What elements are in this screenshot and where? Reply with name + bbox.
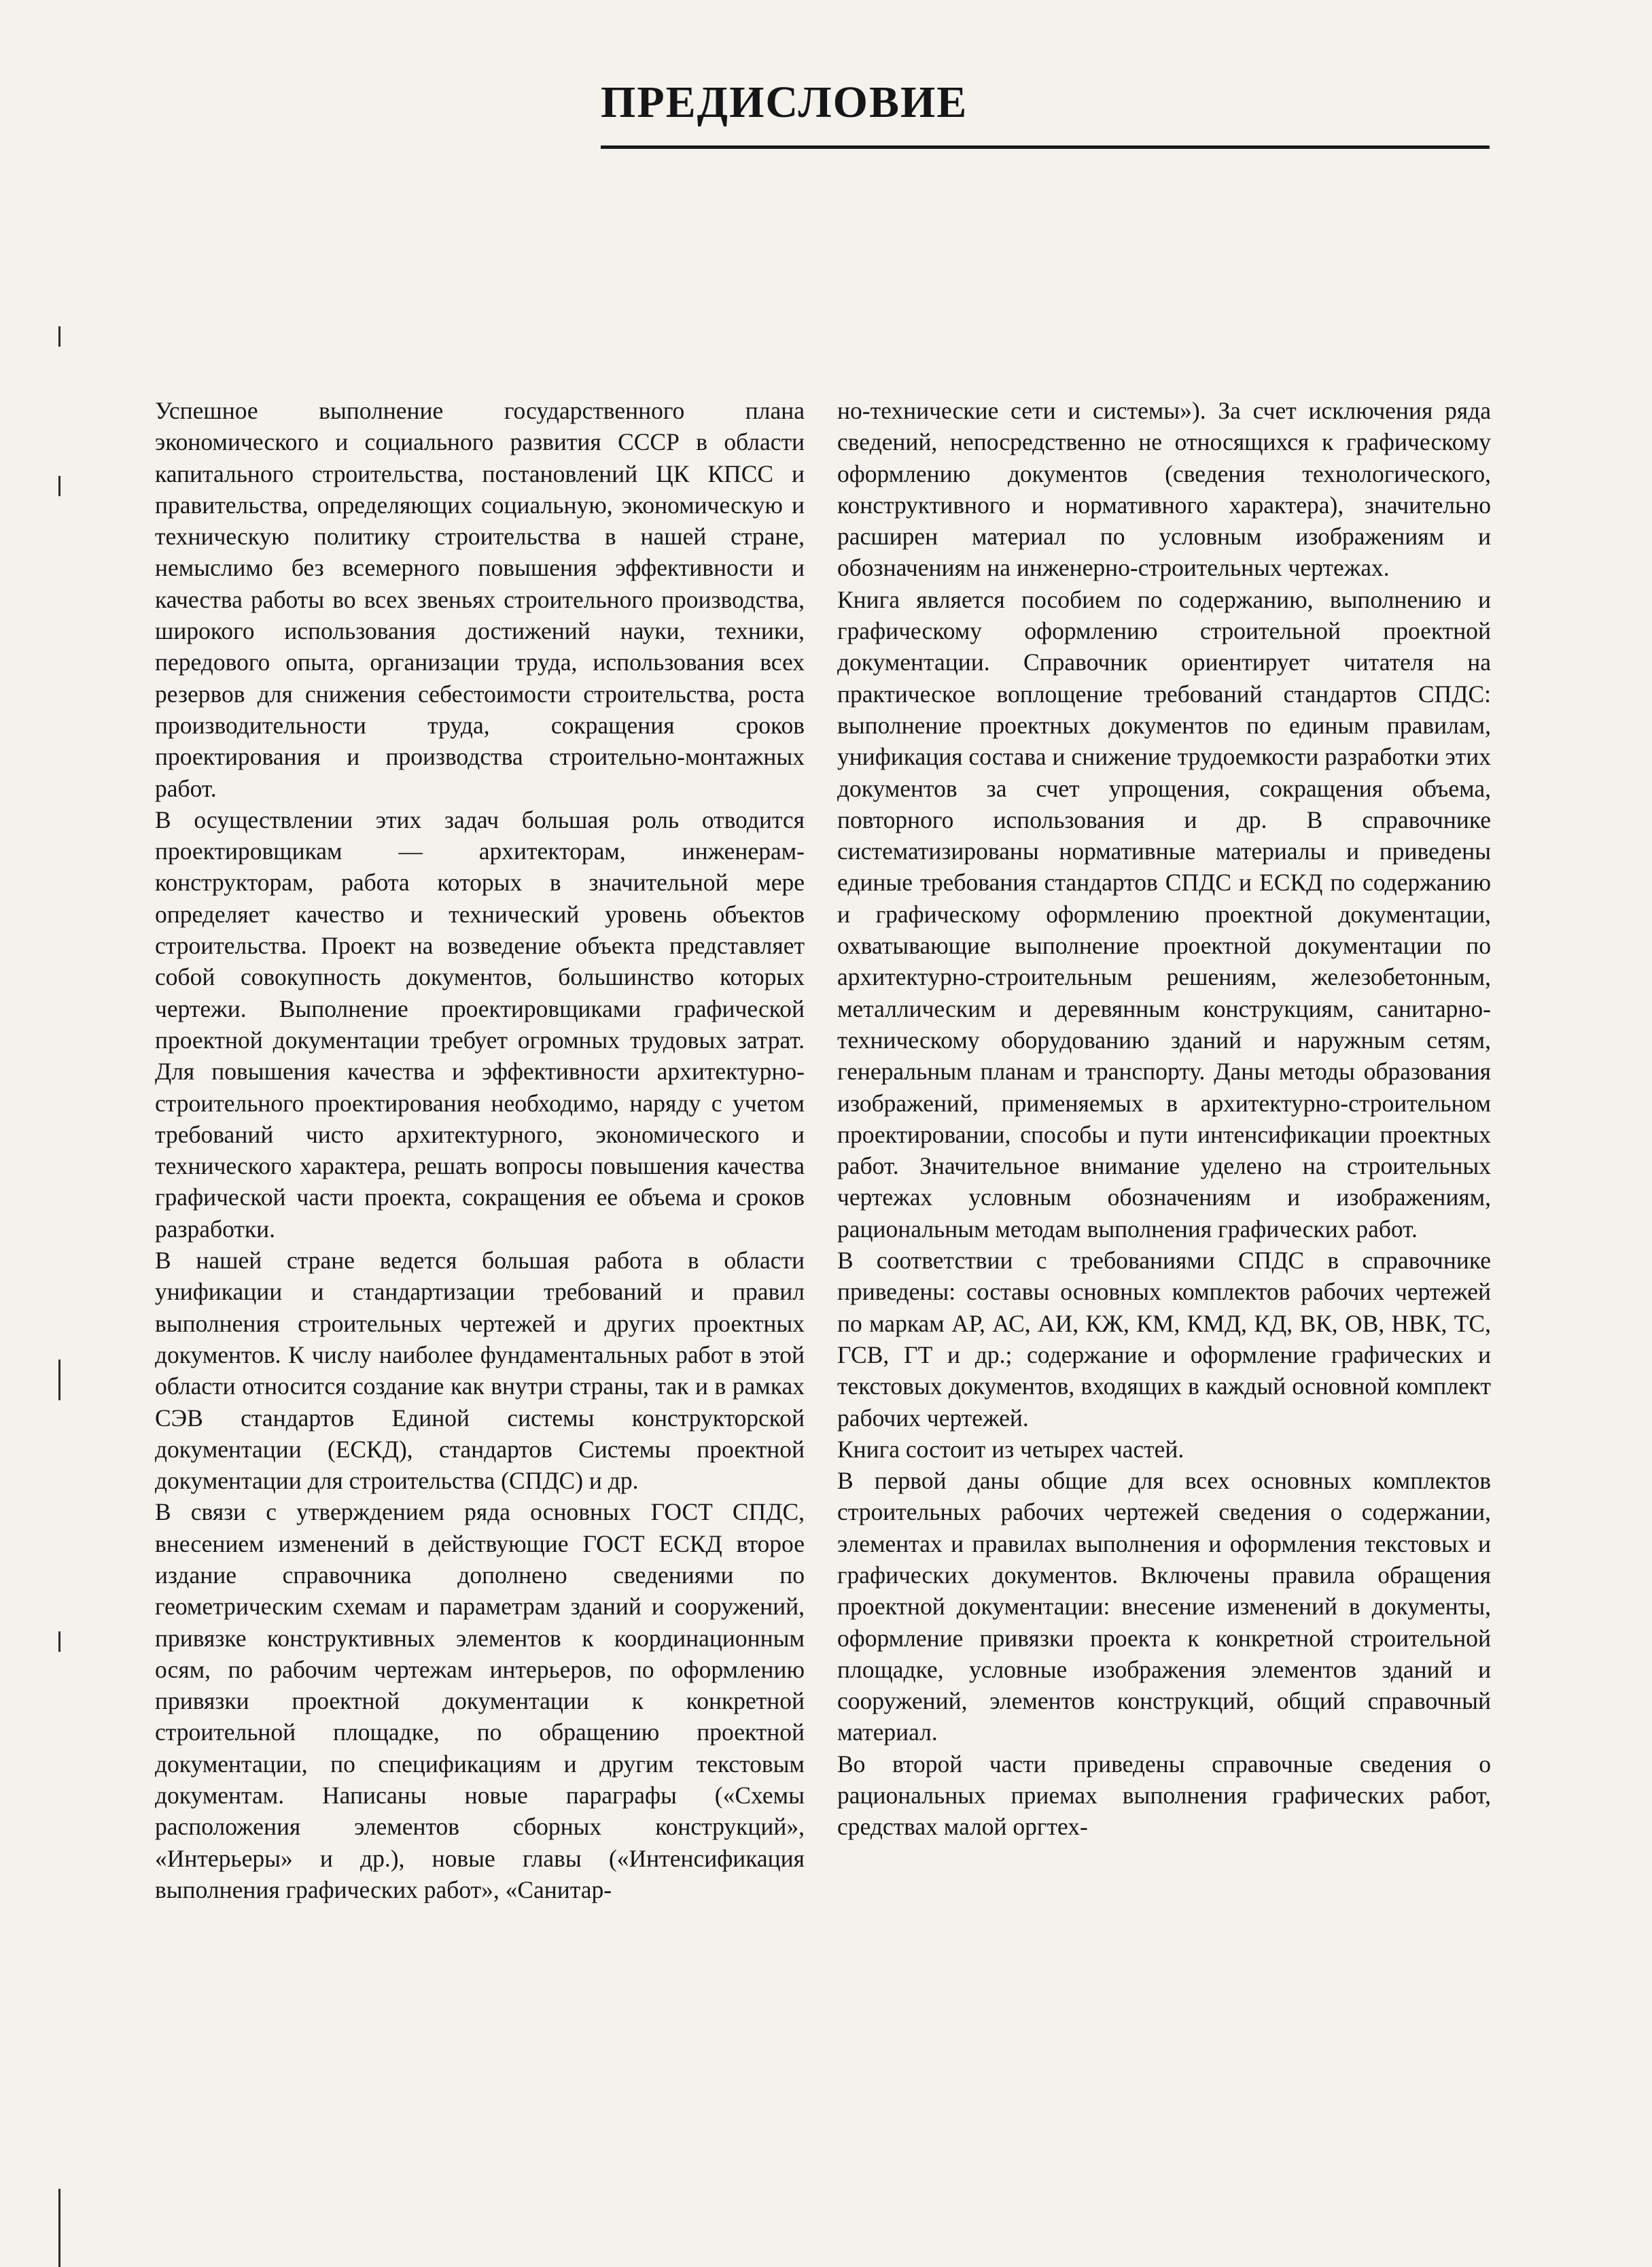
- left-column: [155, 395, 805, 1905]
- binding-mark: [58, 476, 60, 496]
- paragraph: В нашей стране ведется большая работа в области унификации и стандартизации требований и правил выполнения строительных чертежей и других проектных документов. К числу наиболее фундаментальных работ в этой области относится создание как внутри страны, так и в рамках СЭВ стандартов Единой системы конструкторской документации (ЕСКД), стандартов Системы проектной документации для строительства (СПДС) и др.: [155, 1247, 805, 1495]
- binding-mark: [58, 2189, 60, 2267]
- paragraph: Успешное выполнение государственного плана экономического и социального развития СССР в области капитального строительства, постановлений ЦК КПСС и правительства, определяющих социальную, экономическую и техническую политику строительства в нашей стране, немыслимо без всемерного повышения эффективности и качества работы во всех звеньях строительного производства, широкого использования достижений науки, техники, передового опыта, организации труда, использования всех резервов для снижения себестоимости строительства, роста производительности труда, сокращения сроков проектирования и производства строительно-монтажных работ.: [155, 397, 805, 802]
- title-underline: [601, 145, 1490, 149]
- paragraph: Во второй части приведены справочные сведения о рациональных приемах выполнения графических работ, средствах малой оргтех-: [837, 1750, 1491, 1841]
- page-title: ПРЕДИСЛОВИЕ: [601, 77, 968, 127]
- right-column: [837, 395, 1491, 1843]
- binding-mark: [58, 1360, 60, 1400]
- binding-mark: [58, 326, 60, 347]
- paragraph: В соответствии с требованиями СПДС в справочнике приведены: составы основных комплектов рабочих чертежей по маркам АР, АС, АИ, КЖ, КМ, КМД, КД, ВК, ОВ, НВК, ТС, ГСВ, ГТ и др.; содержание и оформление графических и текстовых документов, входящих в каждый основной комплект рабочих чертежей.: [837, 1247, 1491, 1432]
- paragraph: Книга является пособием по содержанию, выполнению и графическому оформлению строительной проектной документации. Справочник ориентирует читателя на практическое воплощение требований стандартов СПДС: выполнение проектных документов по единым правилам, унификация состава и снижение трудоемкости разработки этих документов за счет упрощения, сокращения объема, повторного использования и др. В справочнике систематизированы нормативные материалы и приведены единые требования стандартов СПДС и ЕСКД по содержанию и графическому оформлению проектной документации, охватывающие выполнение проектной документации по архитектурно-строительным решениям, железобетонным, металлическим и деревянным конструкциям, санитарно-техническому оборудованию зданий и наружным сетям, генеральным планам и транспорту. Даны методы образования изображений, применяемых в архитектурно-строительном проектировании, способы и пути интенсификации проектных работ. Значительное внимание уделено на строительных чертежах условным обозначениям и изображениям, рациональным методам выполнения графических работ.: [837, 585, 1491, 1243]
- paragraph: В первой даны общие для всех основных комплектов строительных рабочих чертежей сведения о содержании, элементах и правилах выполнения и оформления текстовых и графических документов. Включены правила обращения проектной документации: внесение изменений в документы, оформление привязки проекта к конкретной строительной площадке, условные изображения элементов зданий и сооружений, элементов конструкций, общий справочный материал.: [837, 1467, 1491, 1746]
- paragraph: Книга состоит из четырех частей.: [837, 1435, 1184, 1463]
- binding-mark: [58, 1631, 60, 1652]
- paragraph: В связи с утверждением ряда основных ГОСТ СПДС, внесением изменений в действующие ГОСТ ЕСКД второе издание справочника дополнено сведениями по геометрическим схемам и параметрам зданий и сооружений, привязке конструктивных элементов к координационным осям, по рабочим чертежам интерьеров, по оформлению привязки проектной документации к конкретной строительной площадке, по обращению проектной документации, по спецификациям и другим текстовым документам. Написаны новые параграфы («Схемы расположения элементов сборных конструкций», «Интерьеры» и др.), новые главы («Интенсификация выполнения графических работ», «Санитар-: [155, 1498, 805, 1903]
- paragraph: В осуществлении этих задач большая роль отводится проектировщикам — архитекторам, инженерам-конструкторам, работа которых в значительной мере определяет качество и технический уровень объектов строительства. Проект на возведение объекта представляет собой совокупность документов, большинство которых чертежи. Выполнение проектировщиками графической проектной документации требует огромных трудовых затрат. Для повышения качества и эффективности архитектурно-строительного проектирования необходимо, наряду с учетом требований чисто архитектурного, экономического и технического характера, решать вопросы повышения качества графической части проекта, сокращения ее объема и сроков разработки.: [155, 806, 805, 1243]
- paragraph: но-технические сети и системы»). За счет исключения ряда сведений, непосредственно не относящихся к графическому оформлению документов (сведения технологического, конструктивного и нормативного характера), значительно расширен материал по условным изображениям и обозначениям на инженерно-строительных чертежах.: [837, 397, 1491, 582]
